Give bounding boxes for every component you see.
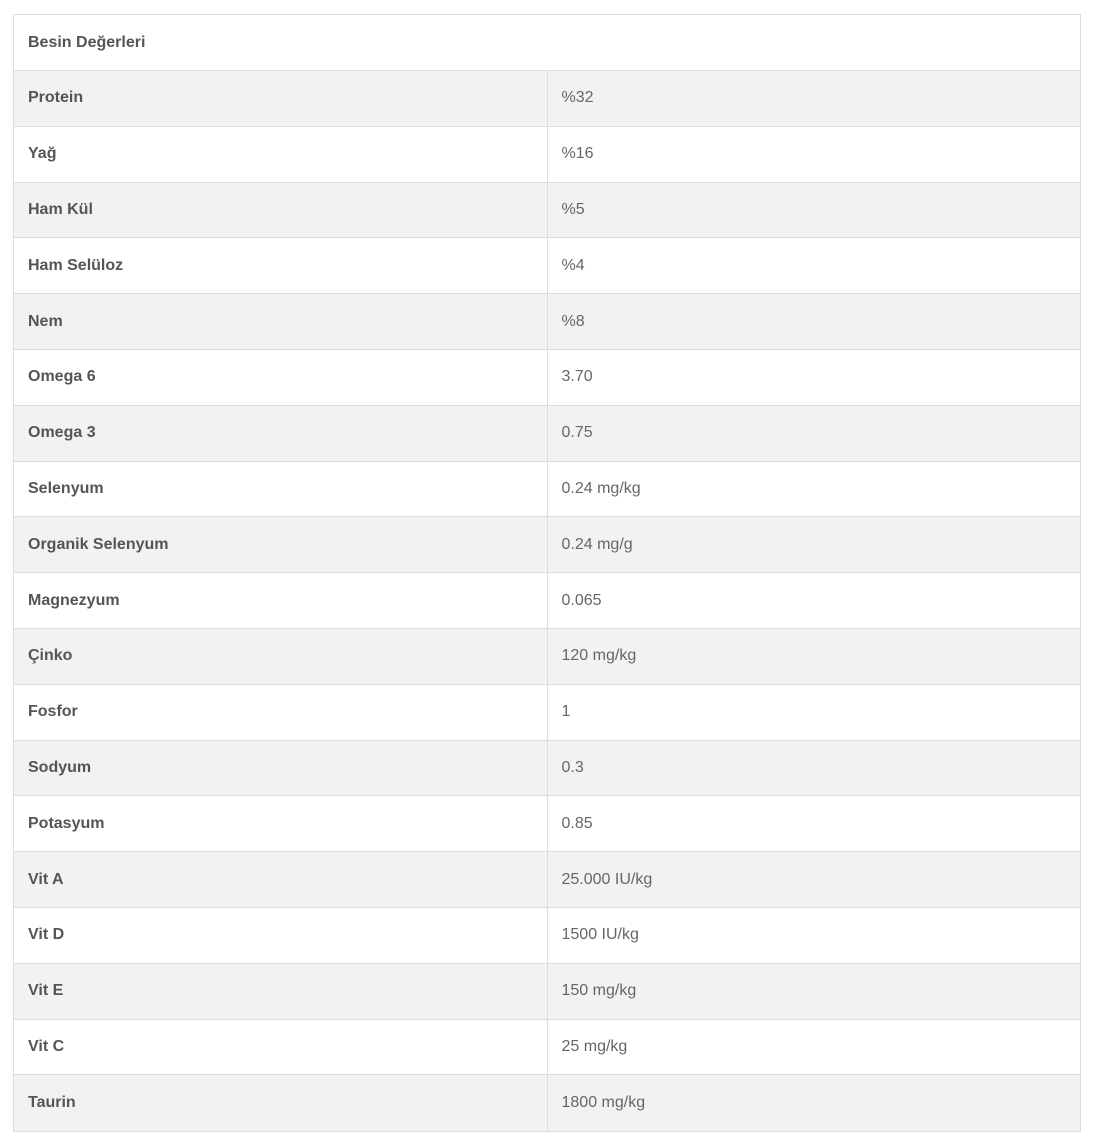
nutrient-name: Organik Selenyum <box>14 517 547 573</box>
nutrient-name: Çinko <box>14 628 547 684</box>
nutrient-value: 0.85 <box>547 796 1080 852</box>
table-row <box>14 71 1080 127</box>
nutrient-name: Sodyum <box>14 740 547 796</box>
nutrient-value: 120 mg/kg <box>547 628 1080 684</box>
table-row <box>14 573 1080 629</box>
table-row <box>14 796 1080 852</box>
nutrient-name: Vit D <box>14 907 547 963</box>
table-row <box>14 740 1080 796</box>
nutrient-value: 25.000 IU/kg <box>547 852 1080 908</box>
nutrient-value: 150 mg/kg <box>547 963 1080 1019</box>
table-body <box>14 71 1080 1131</box>
table-row <box>14 461 1080 517</box>
nutrient-name: Fosfor <box>14 684 547 740</box>
table-row <box>14 1019 1080 1075</box>
nutrient-name: Yağ <box>14 126 547 182</box>
nutrient-name: Ham Kül <box>14 182 547 238</box>
nutrient-value: 0.3 <box>547 740 1080 796</box>
nutrient-name: Vit C <box>14 1019 547 1075</box>
nutrition-table <box>14 15 1080 1131</box>
nutrient-name: Taurin <box>14 1075 547 1131</box>
nutrient-value: %4 <box>547 238 1080 294</box>
table-row <box>14 628 1080 684</box>
table-row <box>14 852 1080 908</box>
table-header <box>14 15 1080 71</box>
nutrient-value: 1 <box>547 684 1080 740</box>
table-row <box>14 238 1080 294</box>
nutrient-value: 1800 mg/kg <box>561 1093 646 1111</box>
nutrient-value: 1500 IU/kg <box>547 907 1080 963</box>
nutrient-value: 3.70 <box>547 349 1080 405</box>
nutrient-name: Nem <box>14 294 547 350</box>
nutrient-value: %16 <box>547 126 1080 182</box>
table-title: Besin Değerleri <box>14 15 1080 71</box>
nutrient-value: 25 mg/kg <box>547 1019 1080 1075</box>
nutrient-value: 0.24 mg/g <box>547 517 1080 573</box>
table-row <box>14 126 1080 182</box>
nutrient-value: %5 <box>547 182 1080 238</box>
nutrient-value: 0.24 mg/kg <box>547 461 1080 517</box>
nutrient-value: 0.065 <box>547 573 1080 629</box>
nutrient-name: Omega 3 <box>14 405 547 461</box>
table-row <box>14 907 1080 963</box>
nutrient-name: Potasyum <box>14 796 547 852</box>
nutrient-name: Omega 6 <box>14 349 547 405</box>
nutrient-name: Ham Selüloz <box>14 238 547 294</box>
nutrient-name: Vit E <box>14 963 547 1019</box>
nutrient-name: Selenyum <box>14 461 547 517</box>
nutrient-name: Protein <box>14 71 547 127</box>
table-row <box>14 517 1080 573</box>
table-row <box>14 963 1080 1019</box>
table-row <box>14 349 1080 405</box>
nutrient-name: Magnezyum <box>14 573 547 629</box>
nutrition-table-container <box>13 14 1081 1132</box>
nutrient-value: 0.75 <box>547 405 1080 461</box>
nutrient-name: Vit A <box>14 852 547 908</box>
nutrient-value: %8 <box>547 294 1080 350</box>
table-row <box>14 405 1080 461</box>
table-row <box>14 1075 1080 1131</box>
table-row <box>14 182 1080 238</box>
table-row <box>14 684 1080 740</box>
nutrient-value: %32 <box>547 71 1080 127</box>
table-row <box>14 294 1080 350</box>
header-row <box>14 15 1080 71</box>
